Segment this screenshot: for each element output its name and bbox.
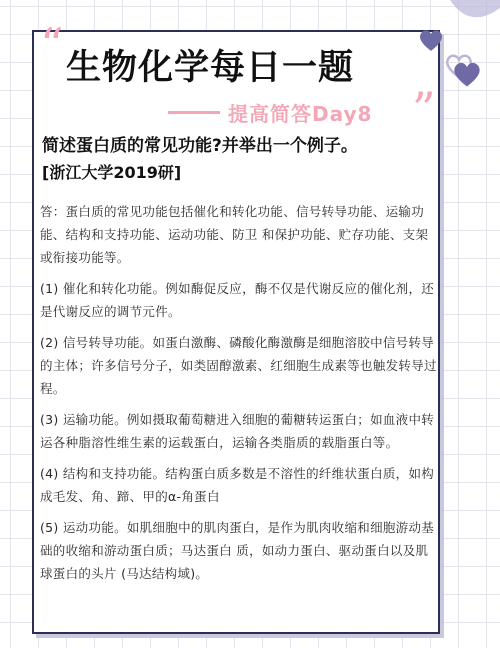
question-text: 简述蛋白质的常见功能?并举出一个例子。 xyxy=(42,136,358,156)
heart-icon xyxy=(452,60,482,88)
heart-deco-top-icon xyxy=(450,0,500,22)
answer-body xyxy=(40,200,440,593)
question-source: [浙江大学2019研] xyxy=(42,163,182,182)
page-title: 生物化学每日一题 xyxy=(66,48,355,88)
open-quote-mark: “ xyxy=(40,18,58,72)
answer-paragraph: (1) 催化和转化功能。例如酶促反应，酶不仅是代谢反应的催化剂，还是代谢反应的调节元件。 xyxy=(40,281,435,319)
answer-paragraph: (2) 信号转导功能。如蛋白激酶、磷酸化酶激酶是细胞溶胶中信号转导的主体；许多信号分子，如类固醇激素、红细胞生成素等也触发转导过程。 xyxy=(40,335,437,396)
answer-paragraph: 答：蛋白质的常见功能包括催化和转化功能、信号转导功能、运输功能、结构和支持功能、运动功能、防卫 和保护功能、贮存功能、支架或衔接功能等。 xyxy=(40,204,429,265)
subtitle-row xyxy=(168,98,372,127)
answer-paragraph: (3) 运输功能。例如摄取葡萄糖进入细胞的葡糖转运蛋白；如血液中转运各种脂溶性维生素的运载蛋白，运输各类脂质的载脂蛋白等。 xyxy=(40,412,435,450)
close-quote-mark: ” xyxy=(412,82,430,136)
answer-paragraph: (4) 结构和支持功能。结构蛋白质多数是不溶性的纤维状蛋白质，如构成毛发、角、蹄、甲的α-角蛋白 xyxy=(40,466,435,504)
subtitle-dash xyxy=(168,111,220,114)
subtitle: 提高简答Day8 xyxy=(228,102,373,126)
answer-paragraph: (5) 运动功能。如肌细胞中的肌肉蛋白，是作为肌肉收缩和细胞游动基础的收缩和游动蛋白质；马达蛋白 质，如动力蛋白、驱动蛋白以及肌球蛋白的头片 (马达结构域)。 xyxy=(40,520,435,581)
heart-icon xyxy=(418,28,444,52)
